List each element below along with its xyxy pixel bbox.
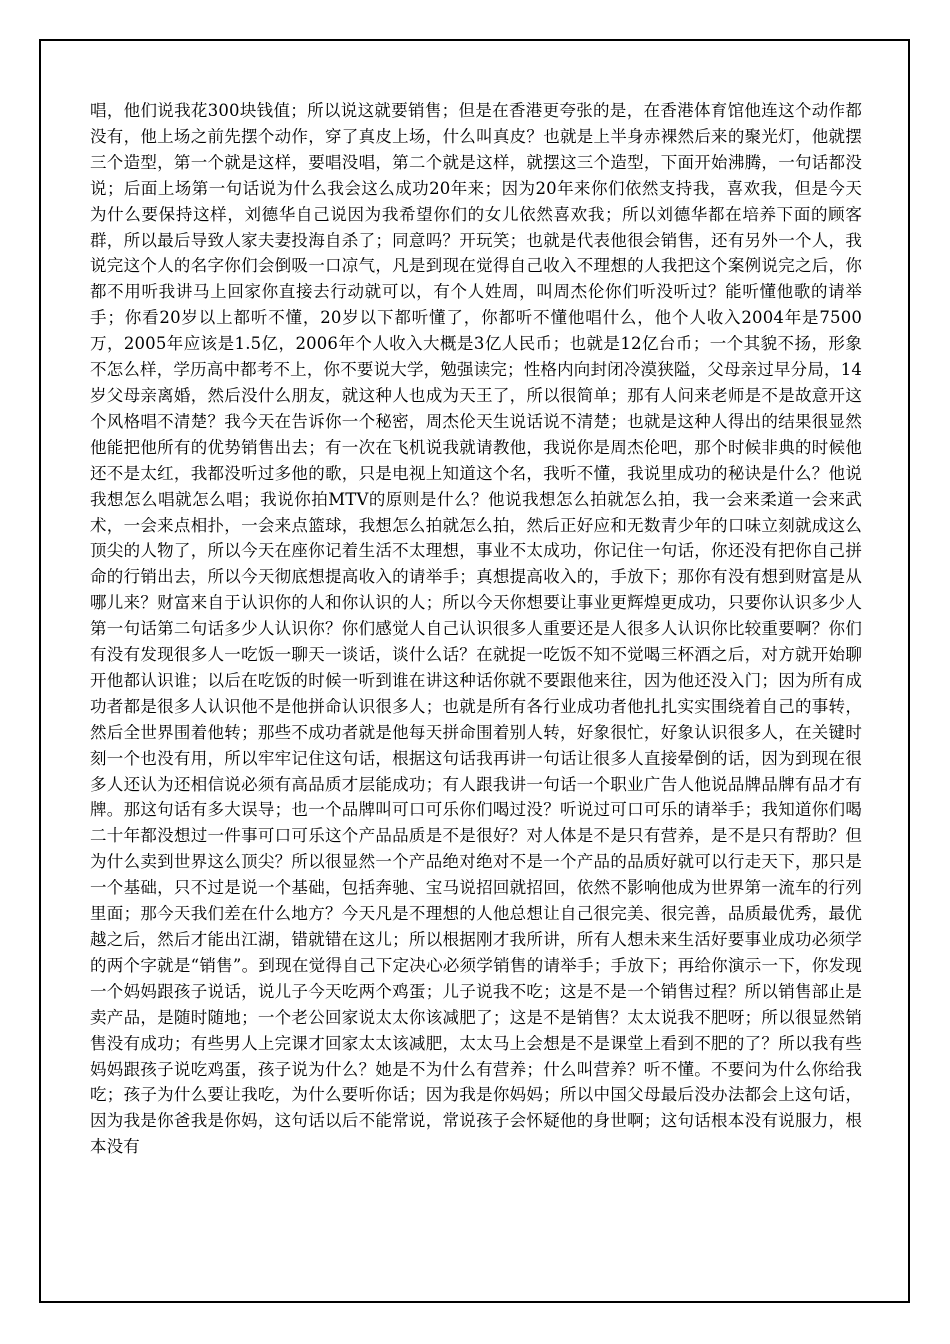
body-paragraph: 唱，他们说我花300块钱值；所以说这就要销售；但是在香港更夸张的是，在香港体育馆他连这个动作都没有，他上场之前先摆个动作，穿了真皮上场，什么叫真皮？也就是上半身赤裸然后来的聚光灯，他就摆三个造型，第一个就是这样，要唱没唱，第二个就是这样，就摆这三个造型，下面开始沸腾，一句话都没说；后面上场第一句话说为什么我会这么成功20年来；因为20年来你们依然支持我，喜欢我，但是今天为什么要保持这样，刘德华自己说因为我希望你们的女儿依然喜欢我；所以刘德华都在培养下面的顾客群，所以最后导致人家夫妻投海自杀了；同意吗？开玩笑；也就是代表他很会销售，还有另外一个人，我说完这个人的名字你们会倒吸一口凉气，凡是到现在觉得自己收入不理想的人我把这个案例说完之后，你都不用听我讲马上回家你直接去行动就可以，有个人姓周，叫周杰伦你们听没听过？能听懂他歌的请举手；你看20岁以上都听不懂，20岁以下都听懂了，你都听不懂他唱什么，他个人收入2004年是7500万，2005年应该是1.5亿，2006年个人收入大概是3亿人民币；也就是12亿台币；一个其貌不扬，形象不怎么样，学历高中都考不上，你不要说大学，勉强读完；性格内向封闭冷漠狭隘，父母亲过早分局，14岁父母亲离婚，然后没什么朋友，就这种人也成为天王了，所以很简单；那有人问来老师是不是故意开这个风格唱不清楚？我今天在告诉你一个秘密，周杰伦天生说话说不清楚；也就是这种人得出的结果很显然他能把他所有的优势销售出去；有一次在飞机说我就请教他，我说你是周杰伦吧，那个时候非典的时候他还不是太红，我都没听过多他的歌，只是电视上知道这个名，我听不懂，我说里成功的秘诀是什么？他说我想怎么唱就怎么唱；我说你拍MTV的原则是什么？他说我想怎么拍就怎么拍，我一会来柔道一会来武术，一会来点相扑，一会来点篮球，我想怎么拍就怎么拍，然后正好应和无数青少年的口味立刻就成这么顶尖的人物了，所以今天在座你记着生活不太理想，事业不太成功，你记住一句话，你还没有把你自己拼命的行销出去，所以今天彻底想提高收入的请举手；真想提高收入的，手放下；那你有没有想到财富是从哪儿来？财富来自于认识你的人和你认识的人；所以今天你想要让事业更辉煌更成功，只要你认识多少人第一句话第二句话多少人认识你？你们感觉人自己认识很多人重要还是人很多人认识你比较重要啊？你们有没有发现很多人一吃饭一聊天一谈话，谈什么话？在就捉一吃饭不知不觉喝三杯酒之后，对方就开始聊开他都认识谁；以后在吃饭的时候一听到谁在讲这种话你就不要跟他来往，因为他还没入门；因为所有成功者都是很多人认识他不是他拼命认识很多人；也就是所有各行业成功者他扎扎实实围绕着自己的事转，然后全世界围着他转；那些不成功者就是他每天拼命围着别人转，好象很忙，好象认识很多人，在关键时刻一个也没有用，所以牢牢记住这句话，根据这句话我再讲一句话让很多人直接晕倒的话，因为到现在很多人还认为还相信说必须有高品质才层能成功；有人跟我讲一句话一个职业广告人他说品牌品牌有品才有牌。那这句话有多大误导；也一个品牌叫可口可乐你们喝过没？听说过可口可乐的请举手；我知道你们喝二十年都没想过一件事可口可乐这个产品品质是不是很好？对人体是不是只有营养，是不是只有帮助？但为什么卖到世界这么顶尖？所以很显然一个产品绝对绝对不是一个产品的品质好就可以行走天下，那只是一个基础，只不过是说一个基础，包括奔驰、宝马说招回就招回，依然不影响他成为世界第一流车的行列里面；那今天我们差在什么地方？今天凡是不理想的人他总想让自己很完美、很完善，品质最优秀，最优越之后，然后才能出江湖，错就错在这儿；所以根据刚才我所讲，所有人想未来生活好要事业成功必须学的两个字就是“销售”。到现在觉得自己下定决心必须学销售的请举手；手放下；再给你演示一下，你发现一个妈妈跟孩子说话，说儿子今天吃两个鸡蛋；儿子说我不吃；这是不是一个销售过程？所以销售部止是卖产品，是随时随地；一个老公回家说太太你该减肥了；这是不是销售？太太说我不肥呀；所以很显然销售没有成功；有些男人上完课才回家太太该减肥，太太马上会想是不是课堂上看到不肥的了？所以我有些妈妈跟孩子说吃鸡蛋，孩子说为什么？她是不为什么有营养；什么叫营养？听不懂。不要问为什么你给我吃；孩子为什么要让我吃，为什么要听你话；因为我是你妈妈；所以中国父母最后没办法都会上这句话，因为我是你爸我是你妈，这句话以后不能常说，常说孩子会怀疑他的身世啊；这句话根本没有说服力，根本没有 [90, 101, 862, 1157]
